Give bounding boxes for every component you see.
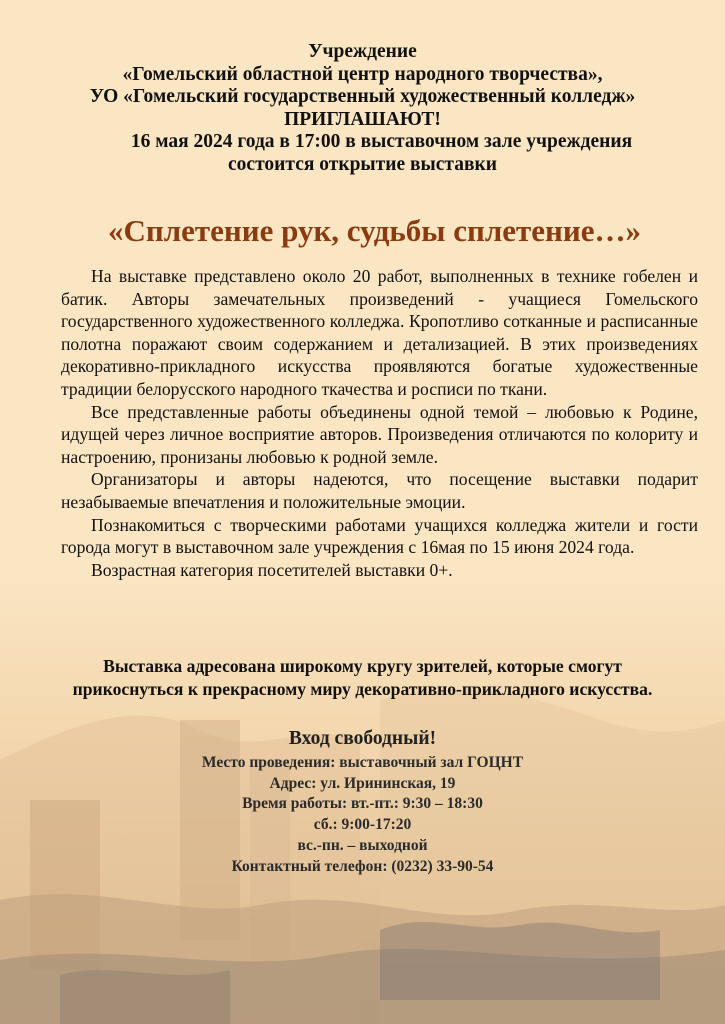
closed-days: вс.-пн. – выходной bbox=[297, 836, 428, 854]
header-center-name: «Гомельский областной центр народного творчества», bbox=[122, 63, 603, 85]
audience-note-line1: Выставка адресована широкому кругу зрителей, которые смогут bbox=[103, 656, 622, 676]
header-invite: ПРИГЛАШАЮТ! bbox=[284, 108, 441, 130]
opening-hours: Время работы: вт.-пт.: 9:30 – 18:30 bbox=[242, 795, 483, 813]
audience-note bbox=[30, 655, 695, 700]
audience-note-line2: прикоснуться к прекрасному миру декоративно-прикладного искусства. bbox=[72, 678, 653, 699]
contact-phone: Контактный телефон: (0232) 33-90-54 bbox=[231, 857, 494, 875]
description-body bbox=[61, 265, 698, 581]
paragraph-theme: Все представленные работы объединены одной темой – любовью к Родине, идущей через личное восприятие авторов. Произведения отличаются по колориту и настроению, пронизаны любовью к родной земле. bbox=[61, 401, 698, 467]
venue: Место проведения: выставочный зал ГОЦНТ bbox=[201, 754, 524, 771]
paragraph-dates: Познакомиться с творческими работами учащихся колледжа жители и гости города могут в выставочном зале учреждения с 16мая по 15 июня 2024 года. bbox=[61, 514, 698, 558]
header-college-name: УО «Гомельский государственный художественный колледж» bbox=[89, 86, 636, 107]
header-institution: Учреждение bbox=[308, 41, 417, 62]
visitor-info bbox=[40, 727, 685, 877]
paragraph-age-category: Возрастная категория посетителей выставки 0+. bbox=[91, 559, 453, 580]
free-entry: Вход свободный! bbox=[288, 728, 437, 749]
saturday-hours: сб.: 9:00-17:20 bbox=[313, 816, 412, 834]
header-opening: состоится открытие выставки bbox=[228, 153, 497, 175]
invitation-header bbox=[30, 41, 695, 176]
paragraph-organizers: Организаторы и авторы надеются, что посещение выставки подарит незабываемые впечатления и положительные эмоции. bbox=[61, 469, 698, 512]
exhibition-title: «Сплетение рук, судьбы сплетение…» bbox=[108, 213, 641, 248]
address: Адрес: ул. Ирининская, 19 bbox=[269, 774, 456, 792]
paragraph-works: На выставке представлено около 20 работ, выполненных в технике гобелен и батик. Авторы замечательных произведений - учащиеся Гомельского государственного художественного колледжа. Кропотливо сотканные и расписанные полотна поражают своим содержанием и детализацией. В этих произведениях декоративно-прикладного искусства проявляются богатые художественные традиции белорусского народного ткачества и росписи по ткани. bbox=[61, 266, 698, 399]
header-date-time: 16 мая 2024 года в 17:00 в выставочном зале учреждения bbox=[130, 131, 633, 152]
